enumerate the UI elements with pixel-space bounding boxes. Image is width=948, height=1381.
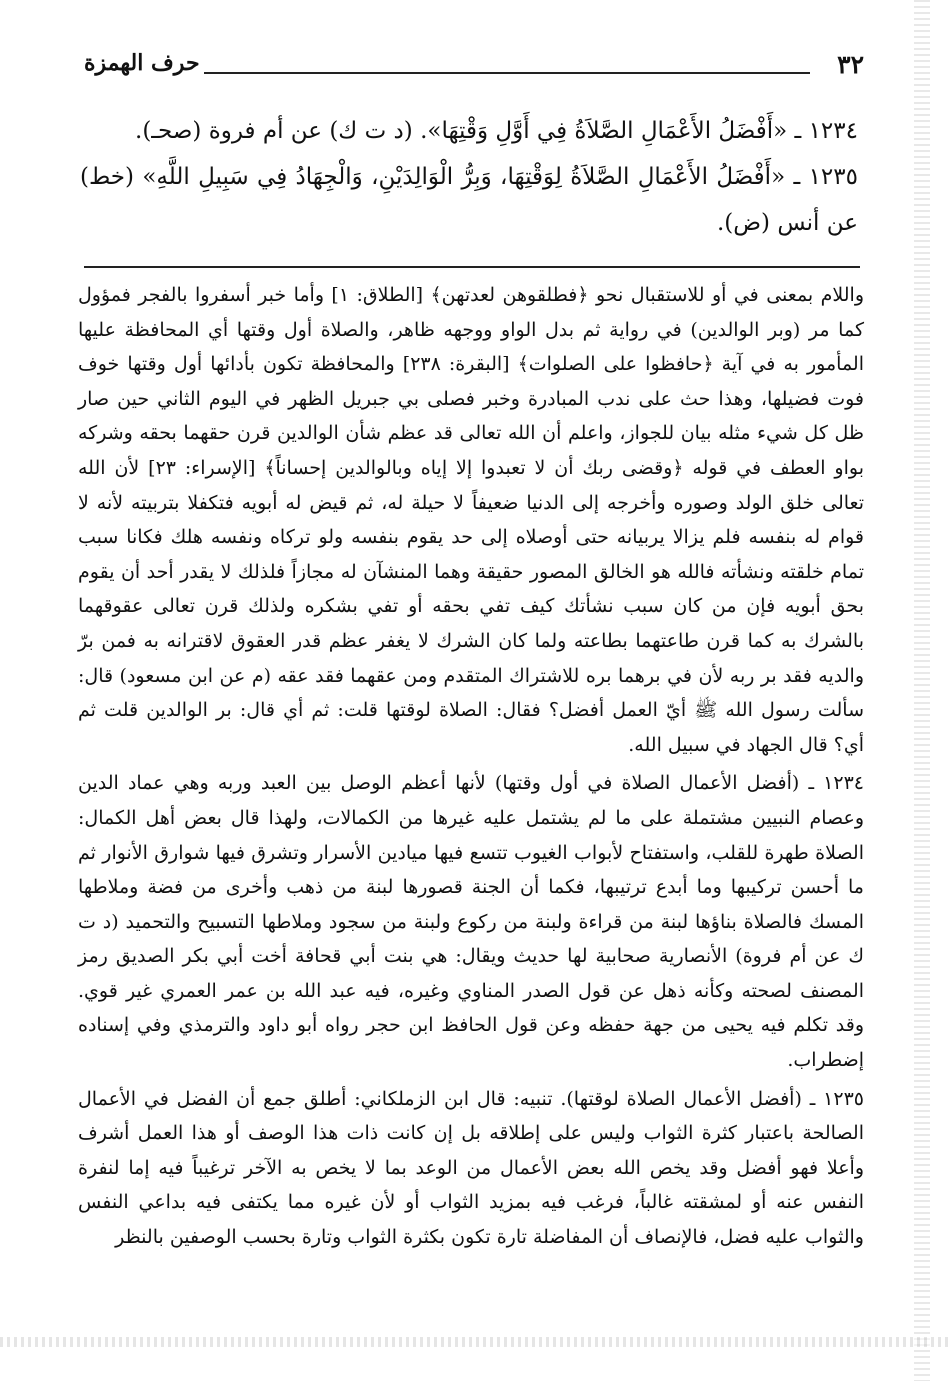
page-header	[84, 44, 864, 84]
page-number: ٣٢	[837, 50, 864, 79]
scan-edge-right	[914, 0, 930, 1381]
commentary-paragraph-1234: ١٢٣٤ ـ (أفضل الأعمال الصلاة في أول وقتها) لأنها أعظم الوصل بين العبد وربه وهي عماد الدين وعصام النبيين مشتملة على ما لم يشتمل عليه غيرها من الكمالات، ولهذا قال بعض أهل الكمال: الصلاة طهرة للقلب، واستفتاح لأبواب الغيوب تتسع فيها ميادين الأسرار وتشرق فيها شوارق الأنوار ثم ما أحسن تركيبها وما أبدع ترتيبها، فكما أن الجنة قصورها لبنة من ذهب وأخرى من فضة وملاطها المسك فالصلاة بناؤها لبنة من قراءة ولبنة من ركوع ولبنة من سجود وملاطها التسبيح والتحميد (د ت ك عن أم فروة) الأنصارية صحابية لها حديث ويقال: هي بنت أبي قحافة أخت أبي بكر الصديق رمز المصنف لصحته وكأنه ذهل عن قول الصدر المناوي وغيره، فيه عبد الله بن عمر العمري غير قوي. وقد تكلم فيه يحيى من جهة حفظه وعن قول الحافظ ابن حجر رواه أبو داود والترمذي وفي إسناده إضطراب.	[78, 772, 864, 1072]
hadith-1234: ١٢٣٤ ـ «أَفْضَلُ الأَعْمَالِ الصَّلاَةُ فِي أَوَّلِ وَقْتِهَا». (د ت ك) عن أم فروة (صحـ).	[135, 118, 858, 144]
commentary-paragraph-1235: ١٢٣٥ ـ (أفضل الأعمال الصلاة لوقتها). تنبيه: قال ابن الزملكاني: أطلق جمع أن الفضل في الأعمال الصالحة باعتبار كثرة الثواب وليس على إطلاقه بل إن كانت ذات هذا الوصف أو هذا العمل أشرف وأعلا فهو أفضل وقد يخص الله بعض الأعمال من الوعد بما لا يخص به الآخر ترغيباً فيه إما لنفرة النفس عنه أو لمشقته غالباً، فرغب فيه بمزيد الثواب أو لأن غيره مما يكتفى فيه بداعي النفس والثواب عليه فضل، فالإنصاف أن المفاضلة تارة تكون بكثرة الثواب وتارة بحسب الوصفين بالنظر	[78, 1087, 865, 1249]
running-title: حرف الهمزة	[84, 50, 200, 76]
hadith-1235: ١٢٣٥ ـ «أَفْضَلُ الأَعْمَالِ الصَّلاَةُ لِوَقْتِهَا، وَبِرُّ الْوَالِدَيْنِ، وَالْجِهَادُ فِي سَبِيلِ اللَّهِ» (خط) عن أنس (ض).	[80, 164, 858, 236]
scan-edge-bottom	[0, 1337, 948, 1347]
hadith-text	[80, 108, 858, 246]
commentary-paragraph-continued: واللام بمعنى في أو للاستقبال نحو ﴿فطلقوهن لعدتهن﴾ [الطلاق: ١] وأما خبر أسفروا بالفجر فمؤول كما مر (وبر الوالدين) في رواية ثم بدل الواو ووجهه ظاهر، والصلاة أول وقتها أي المحافظة عليها المأمور به في آية ﴿حافظوا على الصلوات﴾ [البقرة: ٢٣٨] والمحافظة تكون بأدائها أول وقتها خوف فوت فضيلها، وهذا حث على ندب المبادرة وخبر فصلى بي جبريل الظهر في اليوم الثاني حين صار ظل كل شيء مثله بيان للجواز، واعلم أن الله تعالى قد عظم شأن الوالدين قرن حقهما بحقه وشركه بواو العطف في قوله ﴿وقضى ربك أن لا تعبدوا إلا إياه وبالوالدين إحساناً﴾ [الإسراء: ٢٣] لأن الله تعالى خلق الولد وصوره وأخرجه إلى الدنيا ضعيفاً لا حيلة له، ثم قيض له أبويه فتكفلا بتربيته لأنه لا قوام له بنفسه فلم يزالا يربيانه حتى أوصلاه إلى حد يقوم بنفسه ولو تركاه ونفسه هلك فكانا سبب تمام خلقته ونشأته فالله هو الخالق المصور حقيقة وهما المنشآن له مجازاً فلذلك لا يقدر أحد أن يقوم بحق أبويه فإن من كان سبب نشأتك كيف تفي بحقه أو تفي بشكره ولذلك قرن تعالى عقوقهما بالشرك به كما قرن طاعتهما بطاعته ولما كان الشرك لا يغفر عظم قدر العقوق لاقترانه به فمن برّ والديه فقد بر ربه لأن في برهما بره للاشتراك المتقدم ومن عقهما فقد عقه (م عن ابن مسعود) قال: سألت رسول الله ﷺ أيّ العمل أفضل؟ فقال: الصلاة لوقتها قلت: ثم أي قال: بر الوالدين قلت ثم أي؟ قال الجهاد في سبيل الله.	[78, 284, 865, 756]
footnote-separator	[84, 266, 860, 268]
commentary	[78, 278, 864, 1255]
header-rule	[204, 72, 810, 74]
